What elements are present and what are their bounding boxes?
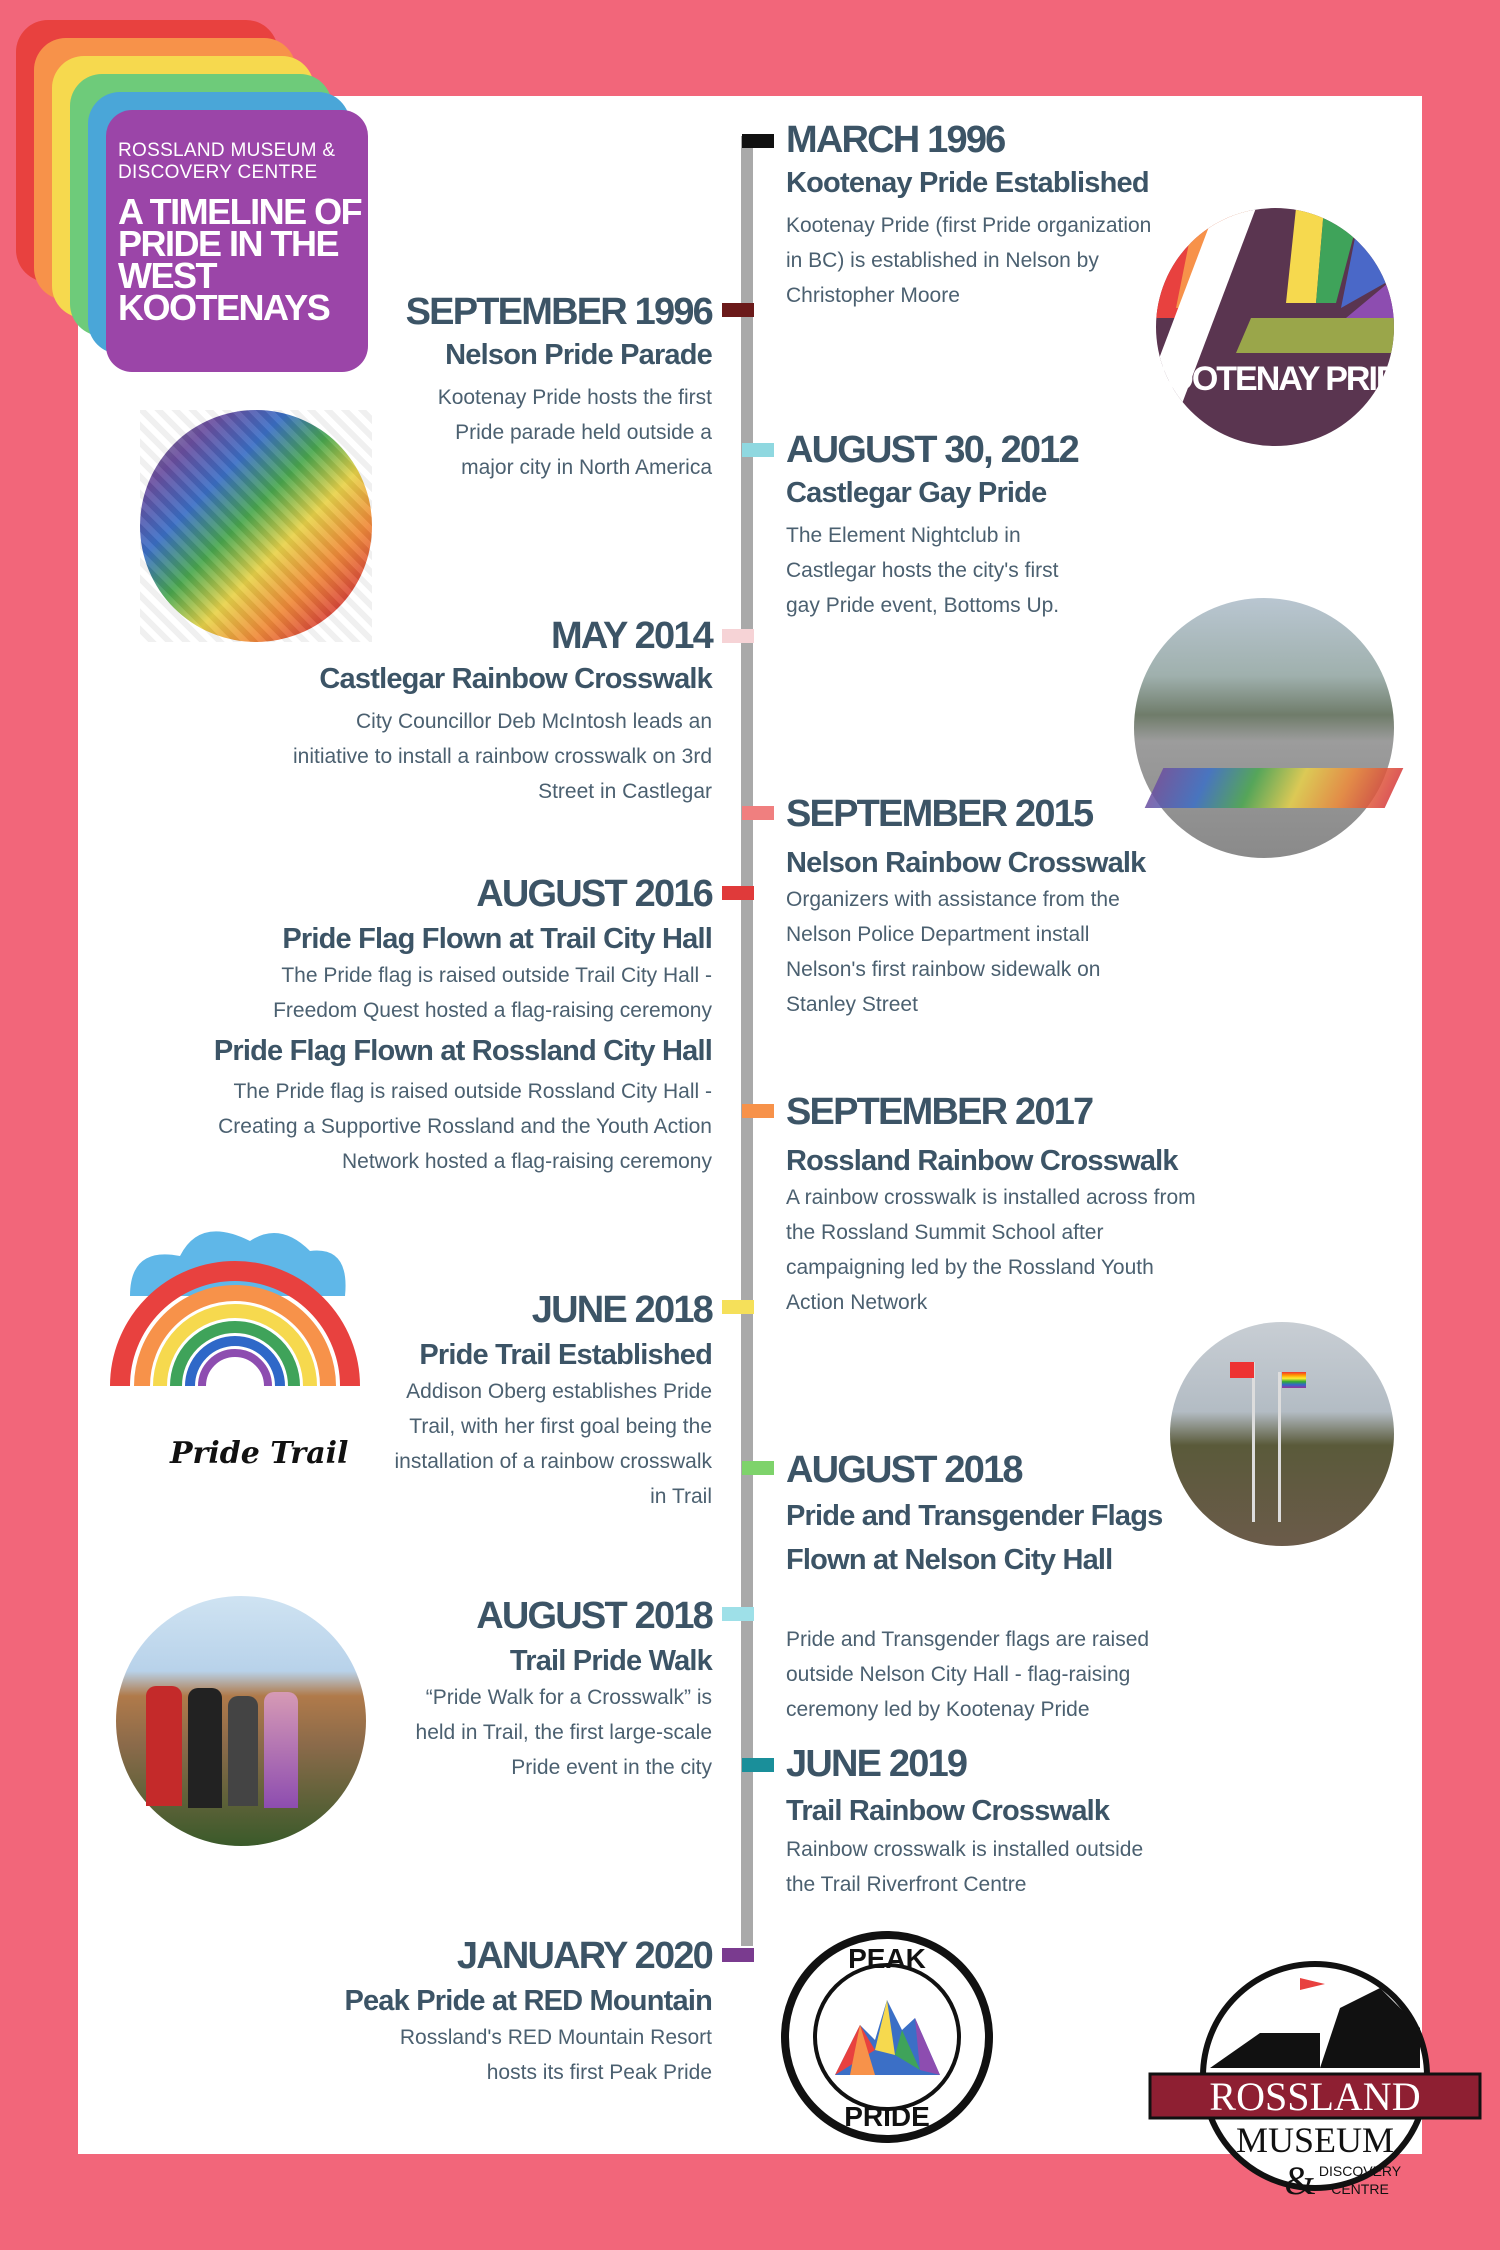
peak-pride-top-text: PEAK <box>848 1943 926 1974</box>
event-description: Rainbow crosswalk is installed outside the Trail Riverfront Centre <box>786 1838 1144 1896</box>
rossland-museum-badge <box>1150 1948 1480 2224</box>
event-date: JUNE 2019 <box>786 1743 967 1785</box>
event-august-2016 <box>212 872 712 1179</box>
tick-may-2014 <box>722 629 754 643</box>
tick-august-2016 <box>722 886 754 900</box>
peak-pride-logo <box>780 1930 994 2144</box>
photo-trail-pride-walk <box>116 1596 366 1846</box>
person-3 <box>228 1696 258 1806</box>
crosswalk-paint <box>1145 768 1404 808</box>
tick-august-2018-nelson <box>742 1461 774 1475</box>
event-title: Trail Rainbow Crosswalk <box>786 1795 1110 1827</box>
flag-canada <box>1230 1362 1254 1378</box>
event-may-2014 <box>262 614 712 809</box>
person-mountie <box>146 1686 182 1806</box>
tick-june-2018 <box>722 1300 754 1314</box>
photo-rainbow-crosswalk-closeup <box>140 410 372 642</box>
event-date: SEPTEMBER 2017 <box>786 1091 1093 1133</box>
event-description: The Element Nightclub in Castlegar hosts the city's first gay Pride event, Bottoms Up. <box>786 524 1060 617</box>
event-date: SEPTEMBER 1996 <box>405 291 712 333</box>
kootenay-pride-logo <box>1144 208 1420 446</box>
tick-september-2017 <box>742 1104 774 1118</box>
peak-pride-bottom-text: PRIDE <box>844 2101 930 2132</box>
event-title-2: Pride Flag Flown at Rossland City Hall <box>213 1035 712 1067</box>
pride-trail-logo <box>110 1226 360 1486</box>
timeline-spine <box>741 136 753 1946</box>
kootenay-pride-wordmark: KOOTENAY PRIDE <box>1144 360 1420 398</box>
header-title: A TIMELINE OF PRIDE IN THE WEST KOOTENAYS <box>118 191 362 328</box>
event-description: Kootenay Pride hosts the first Pride parade held outside a major city in North America <box>437 386 712 479</box>
flag-rainbow <box>1282 1372 1306 1388</box>
photo-nelson-crosswalk <box>1134 598 1394 858</box>
tick-january-2020 <box>722 1948 754 1962</box>
event-description: A rainbow crosswalk is installed across from the Rossland Summit School after campaigning led by the Rossland Youth Action Network <box>786 1186 1196 1314</box>
event-title: Castlegar Rainbow Crosswalk <box>319 663 712 695</box>
event-date: SEPTEMBER 2015 <box>786 793 1093 835</box>
museum-wordmark: MUSEUM <box>1235 2120 1395 2160</box>
event-september-2015 <box>786 792 1206 1022</box>
event-date: AUGUST 2018 <box>786 1449 1022 1491</box>
event-title: Kootenay Pride Established <box>786 167 1149 199</box>
event-title: Pride Trail Established <box>419 1339 712 1371</box>
event-description-2: The Pride flag is raised outside Rossland City Hall - Creating a Supportive Rossland and the Youth Action Network hosted a flag-raising ceremony <box>218 1080 712 1173</box>
event-january-2020 <box>292 1934 712 2090</box>
event-title: Pride and Transgender Flags Flown at Nelson City Hall <box>786 1500 1163 1576</box>
person-4 <box>264 1692 298 1808</box>
event-june-2018 <box>382 1288 712 1514</box>
kootenay-pride-logo-graphic <box>1144 208 1420 446</box>
pride-trail-wordmark: Pride Trail <box>170 1436 349 1471</box>
tick-august-2018-trail <box>722 1607 754 1621</box>
peak-pride-badge <box>780 1930 994 2144</box>
event-june-2019 <box>786 1742 1206 1902</box>
pride-trail-rainbow <box>110 1226 360 1426</box>
event-description: Kootenay Pride (first Pride organization in BC) is established in Nelson by Christopher Moore <box>786 214 1152 307</box>
event-date: AUGUST 2016 <box>476 873 712 915</box>
header-org: ROSSLAND MUSEUM & DISCOVERY CENTRE <box>118 140 336 183</box>
event-description: Addison Oberg establishes Pride Trail, with her first goal being the installation of a rainbow crosswalk in Trail <box>394 1380 712 1508</box>
event-description: “Pride Walk for a Crosswalk” is held in Trail, the first large-scale Pride event in the city <box>415 1686 712 1779</box>
person-2 <box>188 1688 222 1808</box>
event-august-2018-trail <box>402 1594 712 1785</box>
tick-march-1996 <box>742 134 774 148</box>
event-description: Rossland's RED Mountain Resort hosts its first Peak Pride <box>399 2026 712 2084</box>
event-title: Peak Pride at RED Mountain <box>344 1985 712 2017</box>
event-date: MAY 2014 <box>551 615 712 657</box>
discovery-wordmark: DISCOVERY <box>1318 2163 1402 2179</box>
event-date: AUGUST 30, 2012 <box>786 429 1078 471</box>
rossland-wordmark: ROSSLAND <box>1209 2074 1421 2119</box>
event-title: Nelson Pride Parade <box>445 339 712 371</box>
tick-june-2019 <box>742 1758 774 1772</box>
event-august-2012 <box>786 428 1206 623</box>
flag-pole-2 <box>1278 1372 1281 1522</box>
event-description: City Councillor Deb McIntosh leads an initiative to install a rainbow crosswalk on 3rd Street in Castlegar <box>292 710 712 803</box>
event-august-2018-nelson <box>786 1448 1216 1727</box>
event-title: Rossland Rainbow Crosswalk <box>786 1145 1178 1177</box>
event-title: Pride Flag Flown at Trail City Hall <box>282 923 712 955</box>
tick-september-2015 <box>742 806 774 820</box>
rossland-museum-logo <box>1150 1948 1480 2224</box>
event-date: JUNE 2018 <box>531 1289 712 1331</box>
event-title: Nelson Rainbow Crosswalk <box>786 847 1146 879</box>
event-date: AUGUST 2018 <box>476 1595 712 1637</box>
event-date: MARCH 1996 <box>786 119 1005 161</box>
photo-nelson-city-hall-flags <box>1170 1322 1394 1546</box>
tick-september-1996 <box>722 303 754 317</box>
crosswalk-stripe-overlay <box>140 410 372 642</box>
tick-august-2012 <box>742 443 774 457</box>
flag-pole-1 <box>1252 1362 1255 1522</box>
event-title: Trail Pride Walk <box>509 1645 712 1677</box>
centre-wordmark: CENTRE <box>1331 2181 1389 2197</box>
event-title: Castlegar Gay Pride <box>786 477 1047 509</box>
event-description: The Pride flag is raised outside Trail City Hall - Freedom Quest hosted a flag-raising ceremony <box>273 964 712 1022</box>
event-date: JANUARY 2020 <box>456 1935 712 1977</box>
event-description: Pride and Transgender flags are raised outside Nelson City Hall - flag-raising ceremony led by Kootenay Pride <box>786 1628 1150 1721</box>
event-september-2017 <box>786 1090 1206 1320</box>
event-description: Organizers with assistance from the Nelson Police Department install Nelson's first rainbow sidewalk on Stanley Street <box>786 888 1120 1016</box>
ampersand-mark: & <box>1284 2158 1316 2203</box>
